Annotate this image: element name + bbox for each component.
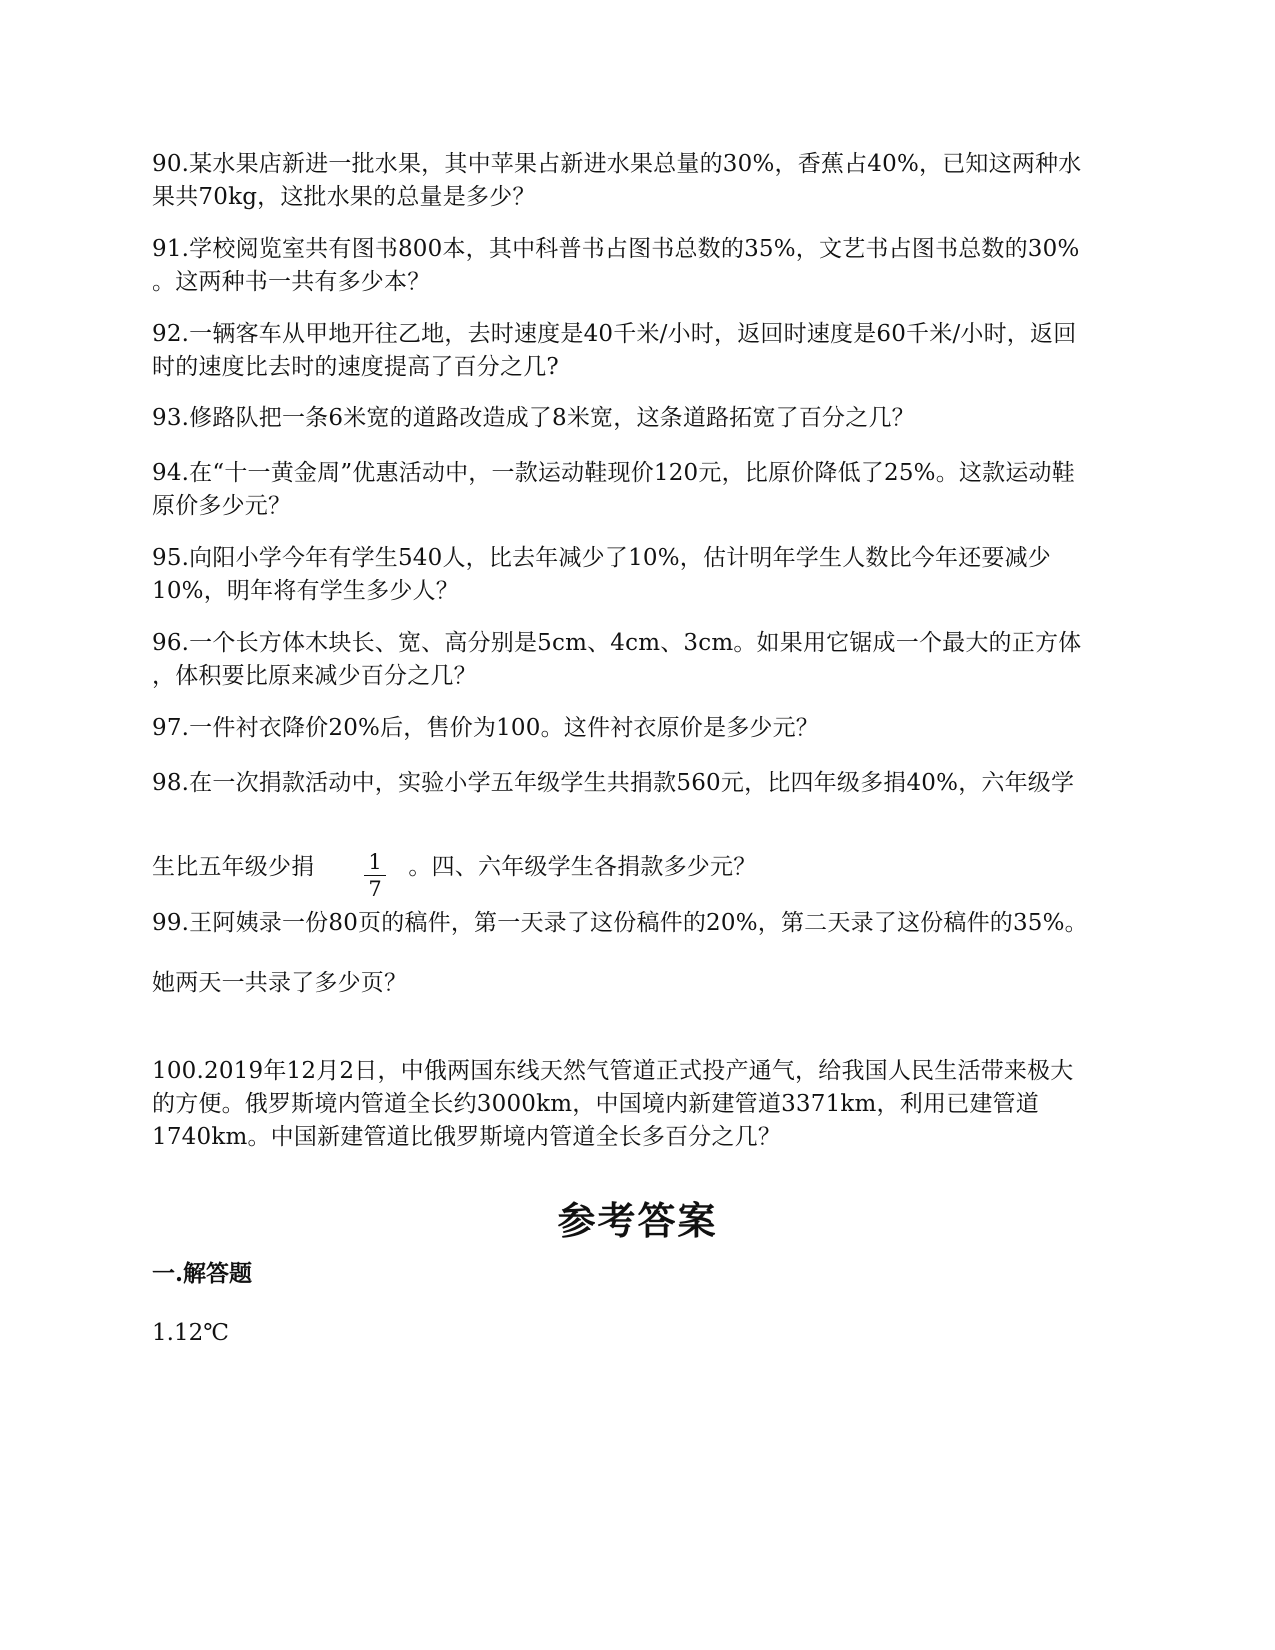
question-98-line-2-before: 生比五年级少捐 — [152, 854, 315, 880]
question-95-line-1: 95.向阳小学今年有学生540人，比去年减少了10%，估计明年学生人数比今年还要减少 — [152, 545, 1051, 571]
question-94 — [152, 457, 1132, 523]
question-92-line-1: 92.一辆客车从甲地开往乙地，去时速度是40千米/小时，返回时速度是60千米/小时，返回 — [152, 321, 1077, 347]
question-92 — [152, 318, 1132, 384]
question-92-line-2: 时的速度比去时的速度提高了百分之几? — [152, 354, 559, 380]
question-96-line-1: 96.一个长方体木块长、宽、高分别是5cm、4cm、3cm。如果用它锯成一个最大的正方体 — [152, 630, 1082, 656]
question-98-line-1: 98.在一次捐款活动中，实验小学五年级学生共捐款560元，比四年级多捐40%，六年级学 — [152, 770, 1075, 796]
question-99-line-1: 99.王阿姨录一份80页的稿件，第一天录了这份稿件的20%，第二天录了这份稿件的35%。 — [152, 910, 1088, 936]
question-94-line-1: 94.在“十一黄金周”优惠活动中，一款运动鞋现价120元，比原价降低了25%。这款运动鞋 — [152, 460, 1075, 486]
question-90 — [152, 148, 1132, 214]
question-90-line-2: 果共70kg，这批水果的总量是多少？ — [152, 184, 536, 210]
fraction-numerator: 1 — [368, 850, 382, 874]
fraction-denominator: 7 — [368, 877, 382, 901]
question-95 — [152, 542, 1132, 608]
first-answer: 1.12℃ — [152, 1320, 229, 1346]
question-99-line-2: 她两天一共录了多少页？ — [152, 970, 408, 996]
question-100 — [152, 1055, 1132, 1154]
question-91-line-1: 91.学校阅览室共有图书800本，其中科普书占图书总数的35%，文艺书占图书总数的30% — [152, 236, 1080, 262]
question-98 — [152, 767, 1132, 800]
question-91-line-2: 。这两种书一共有多少本？ — [152, 269, 431, 295]
question-93 — [152, 402, 1132, 435]
question-99 — [152, 907, 1132, 940]
question-96-line-2: ，体积要比原来减少百分之几？ — [152, 663, 477, 689]
question-98-line-2 — [152, 851, 1132, 884]
question-98-line-2-after: 。四、六年级学生各捐款多少元？ — [408, 854, 757, 880]
answers-title: 参考答案 — [557, 1198, 718, 1243]
question-99-line-2-block — [152, 967, 1132, 1000]
question-97 — [152, 712, 1132, 745]
question-93-line-1: 93.修路队把一条6米宽的道路改造成了8米宽，这条道路拓宽了百分之几？ — [152, 405, 915, 431]
question-90-line-1: 90.某水果店新进一批水果，其中苹果占新进水果总量的30%，香蕉占40%，已知这两种水 — [152, 151, 1082, 177]
section-heading: 一.解答题 — [152, 1260, 253, 1287]
question-100-line-2: 的方便。俄罗斯境内管道全长约3000km，中国境内新建管道3371km，利用已建管道 — [152, 1091, 1039, 1117]
question-95-line-2: 10%，明年将有学生多少人？ — [152, 578, 459, 604]
question-94-line-2: 原价多少元？ — [152, 493, 292, 519]
question-100-line-1: 100.2019年12月2日，中俄两国东线天然气管道正式投产通气，给我国人民生活带来极大 — [152, 1058, 1074, 1084]
question-97-line-1: 97.一件衬衣降价20%后，售价为100。这件衬衣原价是多少元？ — [152, 715, 819, 741]
question-91 — [152, 233, 1132, 299]
question-100-line-3: 1740km。中国新建管道比俄罗斯境内管道全长多百分之几？ — [152, 1124, 782, 1150]
question-96 — [152, 627, 1132, 693]
